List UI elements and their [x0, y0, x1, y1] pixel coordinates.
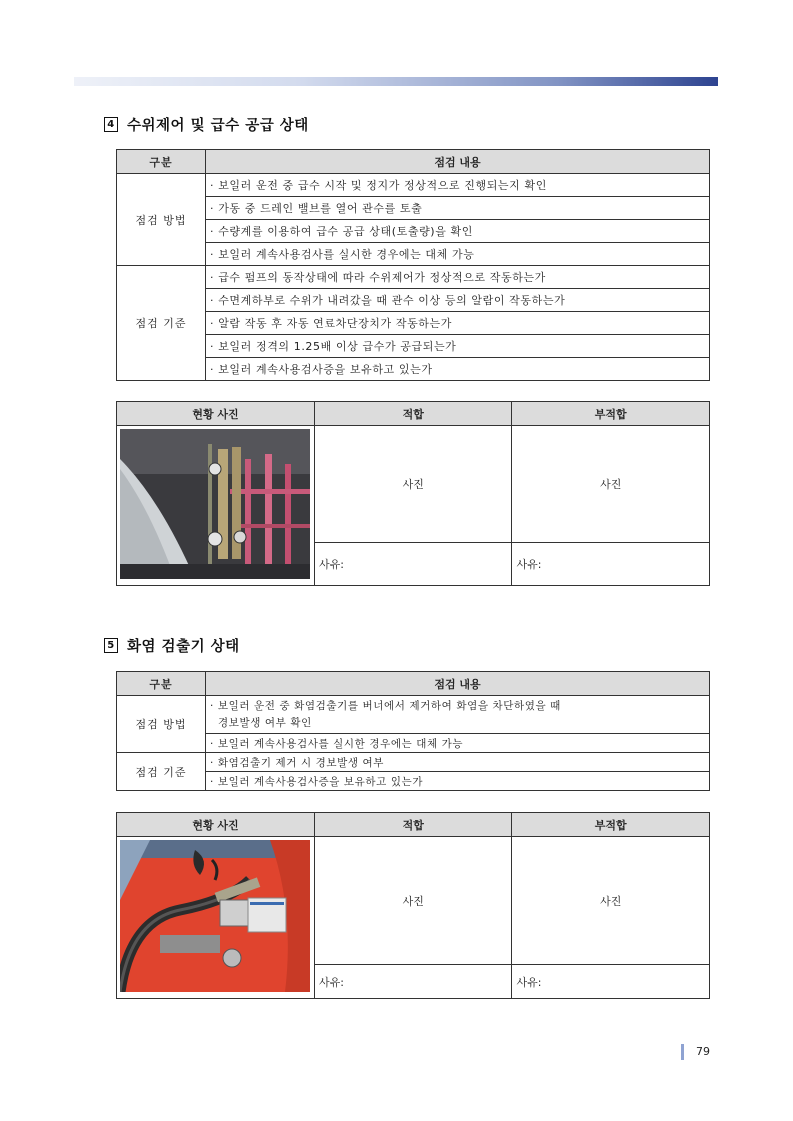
section-number-box: 5	[104, 638, 118, 653]
criteria-label: 점검 기준	[117, 266, 206, 381]
page-number: 79	[696, 1045, 710, 1058]
method-item: · 수량계를 이용하여 급수 공급 상태(토출량)을 확인	[206, 220, 710, 243]
criteria-item: · 수면계하부로 수위가 내려갔을 때 관수 이상 등의 알람이 작동하는가	[206, 289, 710, 312]
section-4-title	[104, 114, 309, 135]
current-photo-cell	[117, 837, 315, 999]
suitable-photo-cell: 사진	[314, 426, 512, 543]
criteria-item: · 급수 펌프의 동작상태에 따라 수위제어가 정상적으로 작동하는가	[206, 266, 710, 289]
method-item-line: 경보발생 여부 확인	[218, 716, 312, 729]
unsuitable-photo-cell: 사진	[512, 837, 710, 965]
suitable-reason: 사유:	[314, 542, 512, 585]
suitable-photo-cell: 사진	[314, 837, 512, 965]
col-unsuitable: 부적합	[512, 813, 710, 837]
method-item: · 보일러 계속사용검사를 실시한 경우에는 대체 가능	[206, 243, 710, 266]
criteria-label: 점검 기준	[117, 753, 206, 791]
unsuitable-photo-cell: 사진	[512, 426, 710, 543]
col-current-photo: 현황 사진	[117, 402, 315, 426]
method-item: · 보일러 운전 중 급수 시작 및 정지가 정상적으로 진행되는지 확인	[206, 174, 710, 197]
page-number-bar	[681, 1044, 684, 1060]
unsuitable-reason: 사유:	[512, 965, 710, 999]
col-suitable: 적합	[314, 402, 512, 426]
water-level-gauge-photo	[120, 429, 310, 579]
section-4-inspection-table	[116, 149, 710, 381]
section-5-title	[104, 635, 240, 656]
criteria-item: · 보일러 계속사용검사증을 보유하고 있는가	[206, 772, 710, 791]
criteria-item: · 보일러 계속사용검사증을 보유하고 있는가	[206, 358, 710, 381]
header-category: 구분	[117, 672, 206, 696]
method-item-line: · 보일러 운전 중 화염검출기를 버너에서 제거하여 화염을 차단하였을 때	[210, 699, 561, 712]
method-item: · 보일러 계속사용검사를 실시한 경우에는 대체 가능	[206, 734, 710, 753]
section-5-inspection-table	[116, 671, 710, 791]
current-photo-cell	[117, 426, 315, 586]
section-5-photo-table	[116, 812, 710, 999]
section-title-text: 수위제어 및 급수 공급 상태	[127, 118, 309, 134]
section-number-box: 4	[104, 117, 118, 132]
criteria-item: · 화염검출기 제거 시 경보발생 여부	[206, 753, 710, 772]
section-4-photo-table	[116, 401, 710, 586]
method-item	[206, 696, 710, 734]
header-content: 점검 내용	[206, 150, 710, 174]
col-current-photo: 현황 사진	[117, 813, 315, 837]
header-content: 점검 내용	[206, 672, 710, 696]
section-title-text: 화염 검출기 상태	[127, 639, 240, 655]
method-label: 점검 방법	[117, 174, 206, 266]
method-item: · 가동 중 드레인 밸브를 열어 관수를 토출	[206, 197, 710, 220]
col-unsuitable: 부적합	[512, 402, 710, 426]
header-category: 구분	[117, 150, 206, 174]
suitable-reason: 사유:	[314, 965, 512, 999]
unsuitable-reason: 사유:	[512, 542, 710, 585]
col-suitable: 적합	[314, 813, 512, 837]
criteria-item: · 알람 작동 후 자동 연료차단장치가 작동하는가	[206, 312, 710, 335]
flame-detector-photo	[120, 840, 310, 992]
header-decorative-bar	[74, 77, 718, 86]
method-label: 점검 방법	[117, 696, 206, 753]
criteria-item: · 보일러 정격의 1.25배 이상 급수가 공급되는가	[206, 335, 710, 358]
